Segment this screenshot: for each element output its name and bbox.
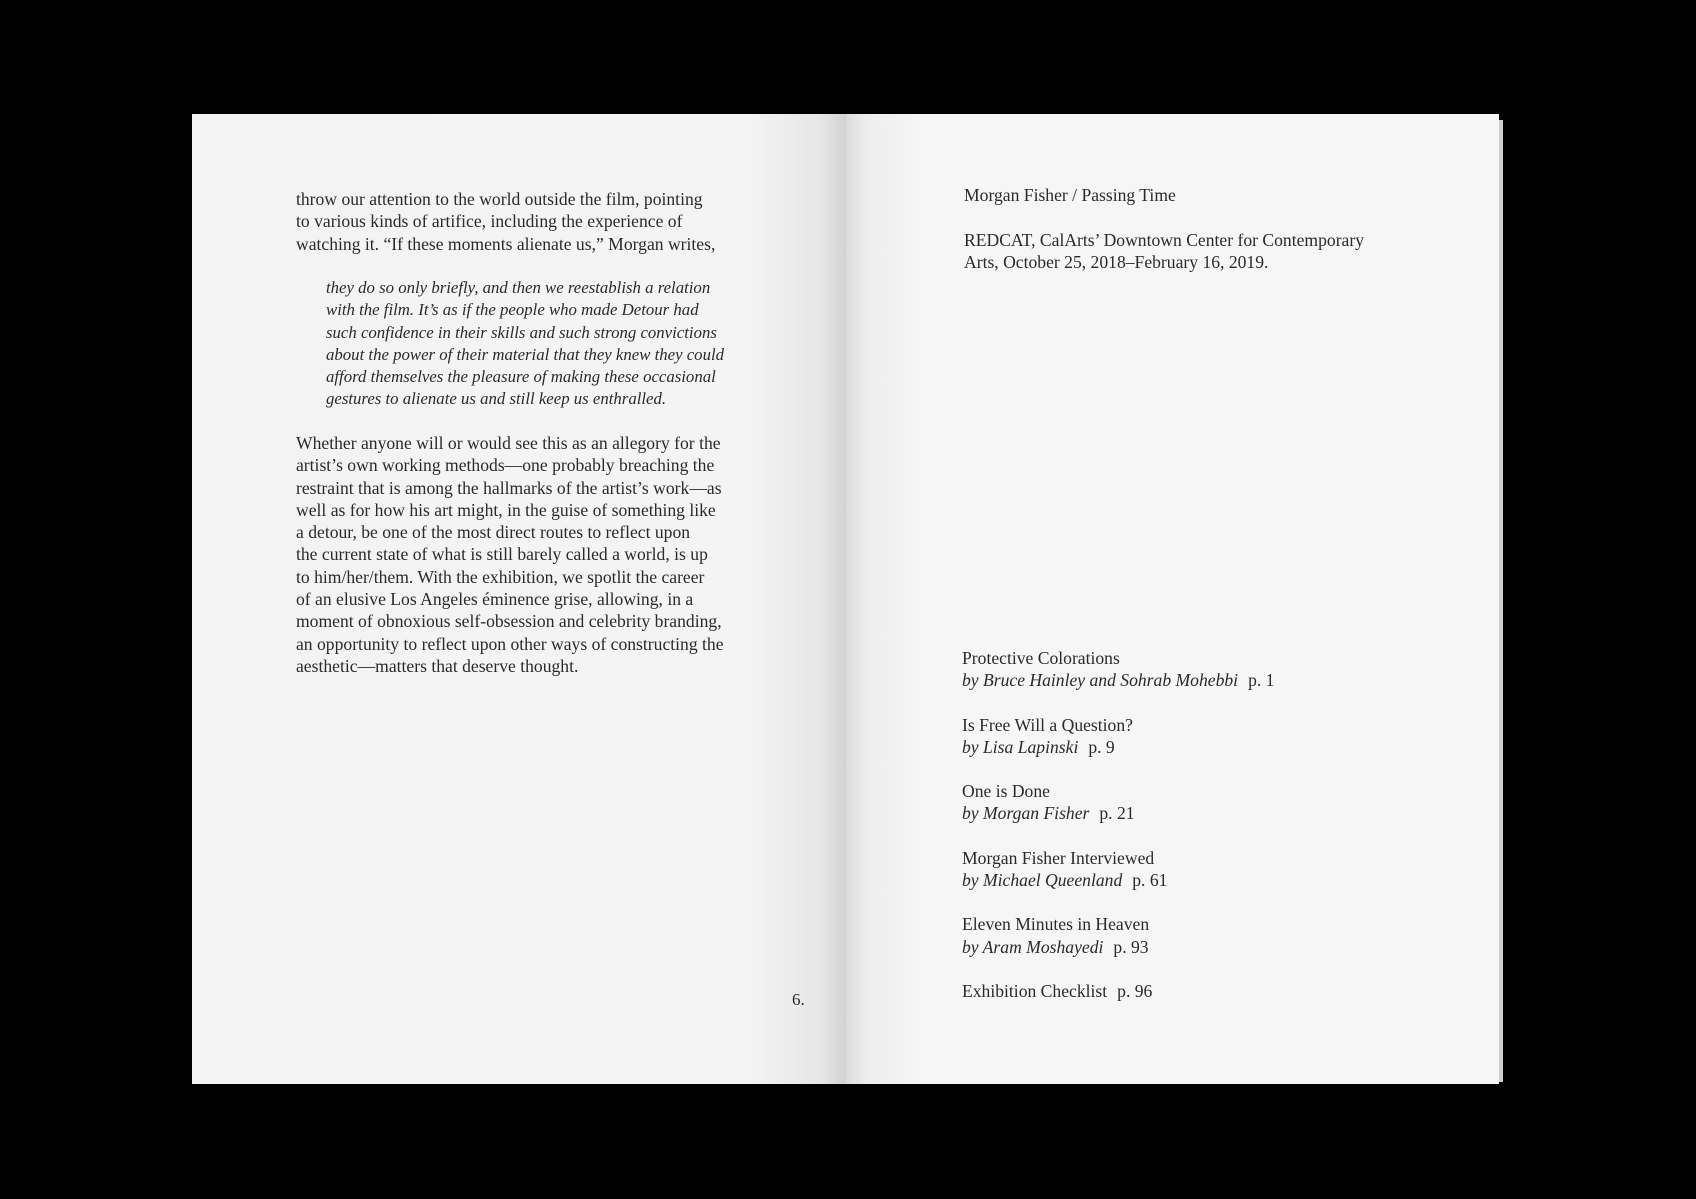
toc-title: Is Free Will a Question?	[962, 714, 1133, 735]
quote-line: they do so only briefly, and then we reestablish a relation	[326, 278, 711, 297]
venue-info	[964, 229, 1364, 274]
toc-author: by Morgan Fisher	[962, 803, 1090, 824]
toc-page-number: p. 96	[1117, 980, 1153, 1001]
toc-byline	[962, 736, 1422, 758]
text-line: artist’s own working methods—one probably breaching the	[296, 455, 715, 476]
toc-title: Protective Colorations	[962, 648, 1120, 668]
book-title: Morgan Fisher / Passing Time	[964, 185, 1176, 205]
text-line: watching it. “If these moments alienate us,” Morgan writes,	[296, 233, 716, 254]
toc-byline	[962, 869, 1422, 891]
paragraph-conclusion	[296, 432, 744, 677]
text-line: aesthetic—matters that deserve thought.	[296, 655, 579, 676]
toc-page-number: p. 21	[1099, 803, 1135, 824]
text-line: to various kinds of artifice, including the experience of	[296, 211, 683, 232]
venue-line: Arts, October 25, 2018–February 16, 2019.	[964, 252, 1269, 273]
text-line: of an elusive Los Angeles éminence grise, allowing, in a	[296, 589, 694, 610]
toc-page-number: p. 9	[1088, 736, 1115, 757]
toc-entry	[962, 913, 1422, 980]
toc-page-number: p. 61	[1132, 870, 1168, 891]
toc-entry	[962, 780, 1422, 847]
toc-author: by Bruce Hainley and Sohrab Mohebbi	[962, 670, 1239, 691]
toc-byline	[962, 936, 1422, 958]
page-edge	[1499, 120, 1503, 1082]
toc-title: Exhibition Checklist	[962, 980, 1108, 1001]
text-line: moment of obnoxious self-obsession and celebrity branding,	[296, 611, 722, 632]
text-line: well as for how his art might, in the guise of something like	[296, 499, 716, 520]
text-line: an opportunity to reflect upon other ways of constructing the	[296, 633, 724, 654]
toc-title: Morgan Fisher Interviewed	[962, 847, 1155, 868]
paragraph-intro	[296, 188, 744, 255]
toc-title: Eleven Minutes in Heaven	[962, 914, 1150, 935]
toc-author: by Michael Queenland	[962, 870, 1123, 891]
text-line: to him/her/them. With the exhibition, we spotlit the career	[296, 566, 705, 587]
toc-entry	[962, 847, 1422, 914]
text-line: restraint that is among the hallmarks of the artist’s work—as	[296, 477, 722, 498]
quote-line: about the power of their material that they knew they could	[326, 344, 725, 364]
table-of-contents	[962, 647, 1422, 1047]
toc-author: by Lisa Lapinski	[962, 736, 1079, 757]
toc-title: One is Done	[962, 781, 1050, 802]
right-page	[846, 114, 1499, 1084]
text-line: Whether anyone will or would see this as an allegory for the	[296, 433, 721, 453]
toc-entry	[962, 647, 1422, 714]
toc-page-number: p. 93	[1113, 936, 1149, 957]
toc-byline	[962, 980, 1422, 1002]
toc-byline	[962, 669, 1422, 691]
toc-byline	[962, 802, 1422, 824]
toc-author: by Aram Moshayedi	[962, 936, 1104, 957]
toc-page-number: p. 1	[1248, 670, 1275, 691]
left-page	[192, 114, 847, 1084]
page-number: 6.	[792, 990, 805, 1009]
quote-line: gestures to alienate us and still keep us enthralled.	[326, 389, 667, 409]
quote-line: afford themselves the pleasure of making these occasional	[326, 367, 716, 387]
toc-entry	[962, 980, 1422, 1047]
text-line: throw our attention to the world outside the film, pointing	[296, 189, 703, 209]
venue-line: REDCAT, CalArts’ Downtown Center for Contemporary	[964, 230, 1365, 250]
text-line: the current state of what is still barely called a world, is up	[296, 544, 708, 565]
toc-entry	[962, 714, 1422, 781]
text-line: a detour, be one of the most direct routes to reflect upon	[296, 522, 691, 543]
quote-line: with the film. It’s as if the people who made Detour had	[326, 300, 699, 320]
quote-line: such confidence in their skills and such strong convictions	[326, 322, 717, 342]
block-quote	[326, 277, 726, 411]
